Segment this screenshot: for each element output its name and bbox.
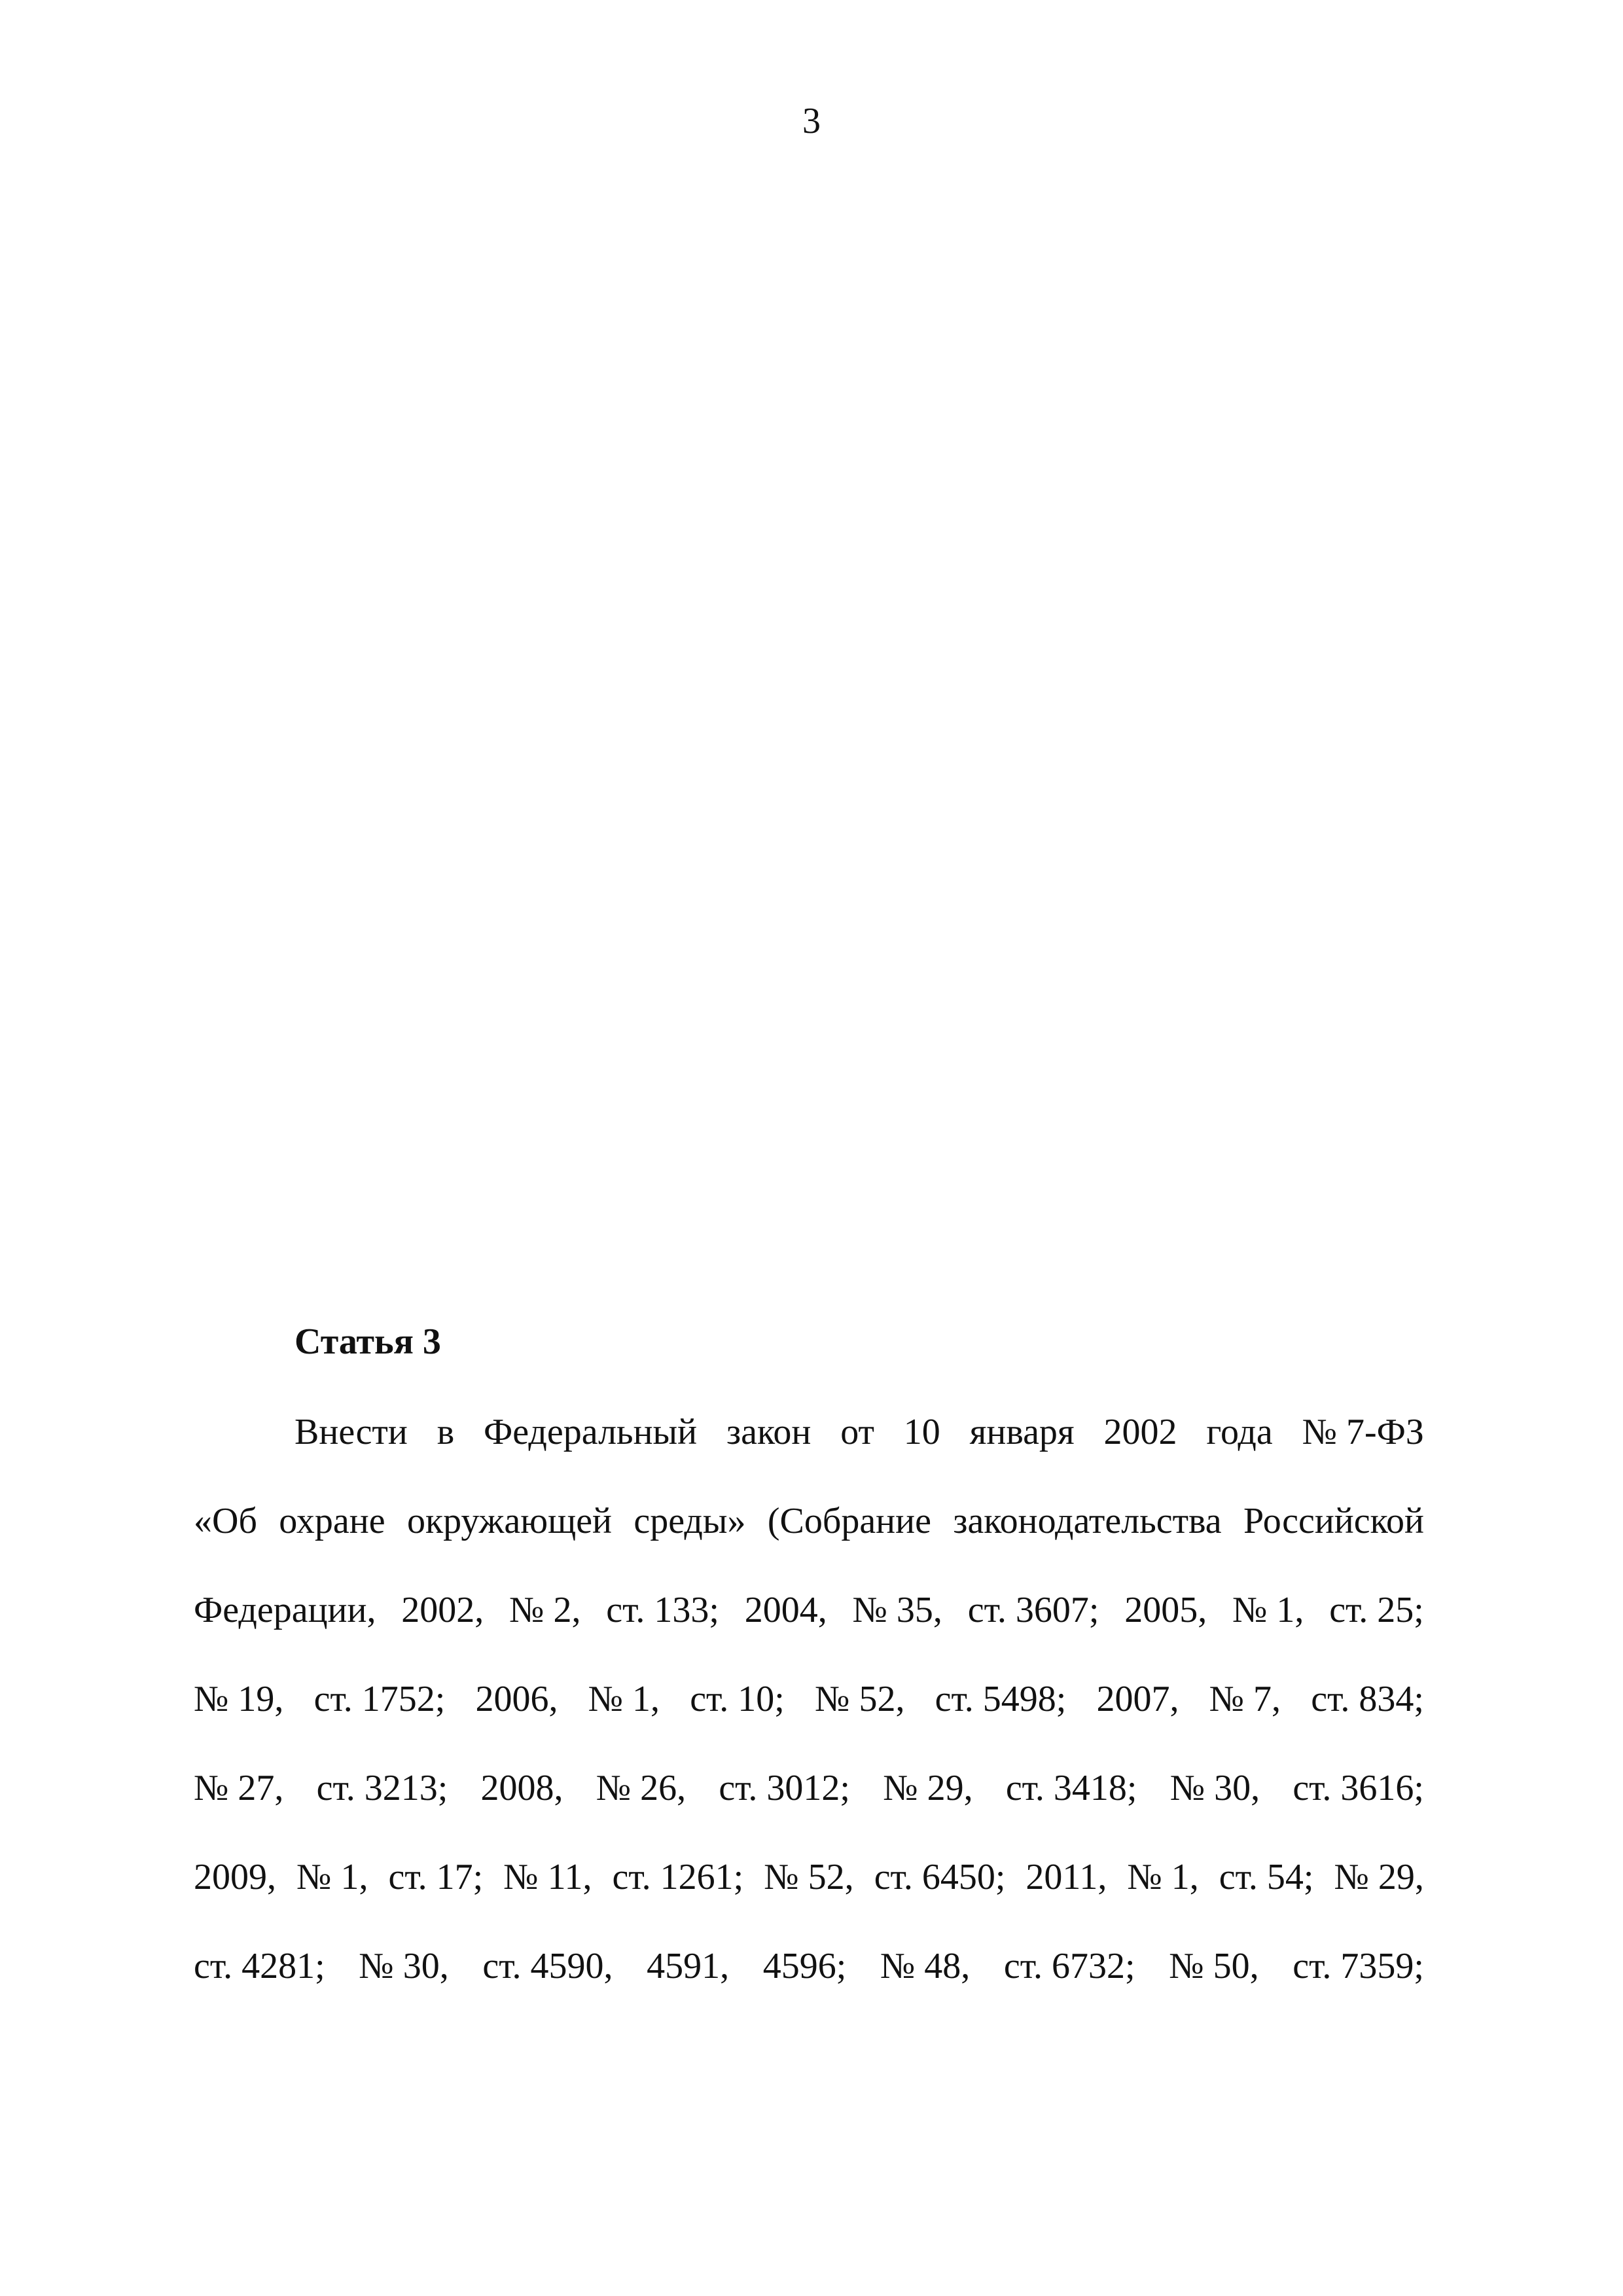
body-word: № 52, bbox=[815, 1679, 905, 1719]
body-word: 4591, bbox=[647, 1946, 730, 1986]
body-word: законодательства bbox=[953, 1501, 1222, 1541]
body-word: № 1, bbox=[296, 1857, 368, 1897]
body-word: ст. 25; bbox=[1329, 1590, 1424, 1630]
body-word: 4596; bbox=[762, 1946, 847, 1986]
body-word: № 30, bbox=[359, 1946, 449, 1986]
body-word: № 7, bbox=[1209, 1679, 1281, 1719]
body-word: ст. 3012; bbox=[719, 1768, 850, 1808]
body-line bbox=[194, 1676, 1424, 1765]
article-body bbox=[194, 1409, 1424, 2032]
body-word: среды» bbox=[633, 1501, 746, 1541]
body-word: от bbox=[840, 1412, 874, 1452]
body-word: ст. 3213; bbox=[316, 1768, 448, 1808]
body-word: 2009, bbox=[194, 1857, 276, 1897]
body-word: в bbox=[437, 1412, 455, 1452]
body-word: 2002 bbox=[1103, 1412, 1177, 1452]
body-word: ст. 3607; bbox=[967, 1590, 1099, 1630]
body-word: № 11, bbox=[503, 1857, 592, 1897]
body-word: ст. 1261; bbox=[612, 1857, 744, 1897]
body-word: № 27, bbox=[194, 1768, 284, 1808]
body-word: охране bbox=[279, 1501, 385, 1541]
body-word: «Об bbox=[194, 1501, 257, 1541]
body-word: 2008, bbox=[480, 1768, 563, 1808]
body-word: № 30, bbox=[1169, 1768, 1260, 1808]
body-word: 10 bbox=[903, 1412, 940, 1452]
body-word: января bbox=[969, 1412, 1075, 1452]
body-word: (Собрание bbox=[767, 1501, 931, 1541]
body-word: окружающей bbox=[406, 1501, 613, 1541]
body-line bbox=[294, 1409, 1424, 1498]
body-word: ст. 54; bbox=[1219, 1857, 1314, 1897]
body-word: № 1, bbox=[1232, 1590, 1304, 1630]
body-word: 2005, bbox=[1124, 1590, 1207, 1630]
body-word: № 1, bbox=[588, 1679, 660, 1719]
body-word: № 50, bbox=[1169, 1946, 1259, 1986]
body-word: 2007, bbox=[1096, 1679, 1179, 1719]
body-word: Российской bbox=[1243, 1501, 1424, 1541]
body-word: № 19, bbox=[194, 1679, 284, 1719]
body-word: ст. 6450; bbox=[874, 1857, 1006, 1897]
body-line bbox=[194, 1498, 1424, 1587]
body-line bbox=[194, 1587, 1424, 1676]
body-word: № 29, bbox=[883, 1768, 973, 1808]
body-word: Федерации, bbox=[194, 1590, 376, 1630]
body-word: № 1, bbox=[1127, 1857, 1199, 1897]
body-word: № 2, bbox=[509, 1590, 581, 1630]
body-word: ст. 6732; bbox=[1003, 1946, 1135, 1986]
body-word: № 29, bbox=[1334, 1857, 1424, 1897]
article-heading: Статья 3 bbox=[294, 1321, 441, 1362]
body-word: года bbox=[1206, 1412, 1273, 1452]
body-word: № 7-ФЗ bbox=[1302, 1412, 1424, 1452]
body-word: ст. 834; bbox=[1311, 1679, 1424, 1719]
body-word: ст. 3616; bbox=[1293, 1768, 1424, 1808]
body-word: Внести bbox=[294, 1412, 408, 1452]
body-word: ст. 7359; bbox=[1293, 1946, 1424, 1986]
body-line bbox=[194, 1854, 1424, 1943]
body-word: ст. 5498; bbox=[935, 1679, 1067, 1719]
body-word: ст. 10; bbox=[690, 1679, 785, 1719]
body-word: ст. 133; bbox=[606, 1590, 719, 1630]
body-word: № 35, bbox=[852, 1590, 942, 1630]
page-number: 3 bbox=[802, 101, 821, 141]
body-word: ст. 17; bbox=[388, 1857, 484, 1897]
body-word: ст. 1752; bbox=[313, 1679, 446, 1719]
body-line bbox=[194, 1765, 1424, 1854]
body-word: Федеральный bbox=[484, 1412, 698, 1452]
body-line bbox=[194, 1943, 1424, 2032]
body-word: № 52, bbox=[764, 1857, 854, 1897]
body-word: 2006, bbox=[475, 1679, 558, 1719]
body-word: № 26, bbox=[596, 1768, 687, 1808]
body-word: 2004, bbox=[744, 1590, 827, 1630]
body-word: 2011, bbox=[1026, 1857, 1107, 1897]
body-word: № 48, bbox=[880, 1946, 971, 1986]
body-word: ст. 4281; bbox=[194, 1946, 325, 1986]
body-word: 2002, bbox=[401, 1590, 484, 1630]
body-word: ст. 4590, bbox=[482, 1946, 613, 1986]
body-word: закон bbox=[726, 1412, 812, 1452]
body-word: ст. 3418; bbox=[1005, 1768, 1137, 1808]
